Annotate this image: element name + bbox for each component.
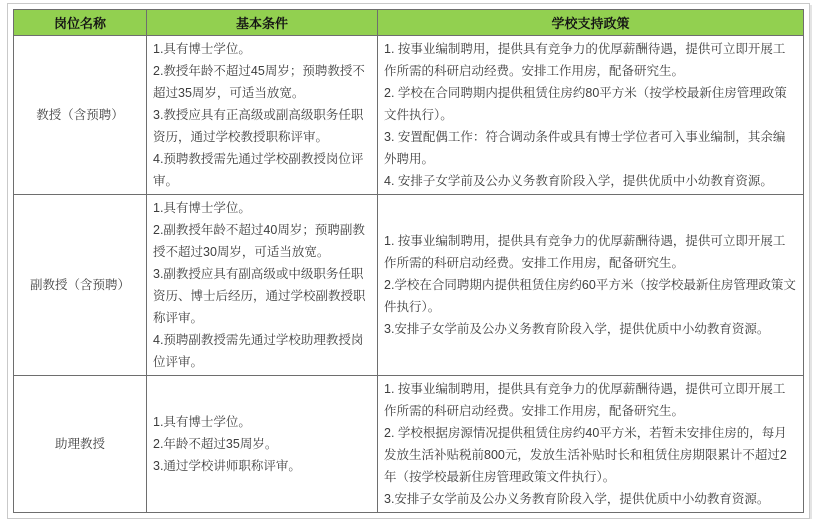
condition-item: 2.副教授年龄不超过40周岁；预聘副教授不超过30周岁，可适当放宽。 — [153, 223, 365, 259]
position-cell: 副教授（含预聘） — [14, 195, 147, 376]
policy-item: 2.学校在合同聘期内提供租赁住房约60平方米（按学校最新住房管理政策文件执行）。 — [384, 278, 796, 314]
header-cell-position: 岗位名称 — [14, 10, 147, 36]
policies-cell — [378, 36, 804, 195]
condition-item: 3.教授应具有正高级或副高级职务任职资历，通过学校教授职称评审。 — [153, 108, 364, 144]
table-row-associate-professor — [14, 195, 804, 376]
policy-item: 3. 安置配偶工作：符合调动条件或具有博士学位者可入事业编制，其余编外聘用。 — [384, 130, 786, 166]
position-cell: 助理教授 — [14, 376, 147, 513]
condition-item: 4.预聘教授需先通过学校副教授岗位评审。 — [153, 152, 364, 188]
table-row-assistant-professor — [14, 376, 804, 513]
conditions-cell — [147, 376, 378, 513]
policy-item: 2. 学校根据房源情况提供租赁住房约40平方米，若暂未安排住房的，每月发放生活补贴税前800元，发放生活补贴时长和租赁住房期限累计不超过2年（按学校最新住房管理政策文件执行）。 — [384, 426, 787, 484]
condition-item: 1.具有博士学位。 — [153, 42, 251, 56]
recruitment-table — [13, 9, 804, 513]
policy-item: 1. 按事业编制聘用，提供具有竞争力的优厚薪酬待遇，提供可立即开展工作所需的科研启动经费。安排工作用房，配备研究生。 — [384, 382, 786, 418]
condition-item: 3.通过学校讲师职称评审。 — [153, 459, 301, 473]
policy-item: 1. 按事业编制聘用，提供具有竞争力的优厚薪酬待遇，提供可立即开展工作所需的科研启动经费。安排工作用房，配备研究生。 — [384, 42, 786, 78]
table-frame — [7, 3, 810, 519]
conditions-cell — [147, 36, 378, 195]
header-cell-conditions: 基本条件 — [147, 10, 378, 36]
condition-item: 1.具有博士学位。 — [153, 415, 251, 429]
policy-item: 1. 按事业编制聘用，提供具有竞争力的优厚薪酬待遇，提供可立即开展工作所需的科研启动经费。安排工作用房，配备研究生。 — [384, 234, 786, 270]
policies-cell — [378, 195, 804, 376]
table-row-professor — [14, 36, 804, 195]
policy-item: 3.安排子女学前及公办义务教育阶段入学，提供优质中小幼教育资源。 — [384, 322, 770, 336]
condition-item: 2.教授年龄不超过45周岁；预聘教授不超过35周岁，可适当放宽。 — [153, 64, 365, 100]
condition-item: 3.副教授应具有副高级或中级职务任职资历、博士后经历，通过学校副教授职称评审。 — [153, 267, 366, 325]
header-row — [14, 10, 804, 36]
policy-item: 2. 学校在合同聘期内提供租赁住房约80平方米（按学校最新住房管理政策文件执行）。 — [384, 86, 787, 122]
header-cell-policies: 学校支持政策 — [378, 10, 804, 36]
condition-item: 1.具有博士学位。 — [153, 201, 251, 215]
policy-item: 3.安排子女学前及公办义务教育阶段入学，提供优质中小幼教育资源。 — [384, 492, 770, 506]
policies-cell — [378, 376, 804, 513]
condition-item: 4.预聘副教授需先通过学校助理教授岗位评审。 — [153, 333, 364, 369]
condition-item: 2.年龄不超过35周岁。 — [153, 437, 278, 451]
conditions-cell — [147, 195, 378, 376]
policy-item: 4. 安排子女学前及公办义务教育阶段入学，提供优质中小幼教育资源。 — [384, 174, 773, 188]
position-cell: 教授（含预聘） — [14, 36, 147, 195]
